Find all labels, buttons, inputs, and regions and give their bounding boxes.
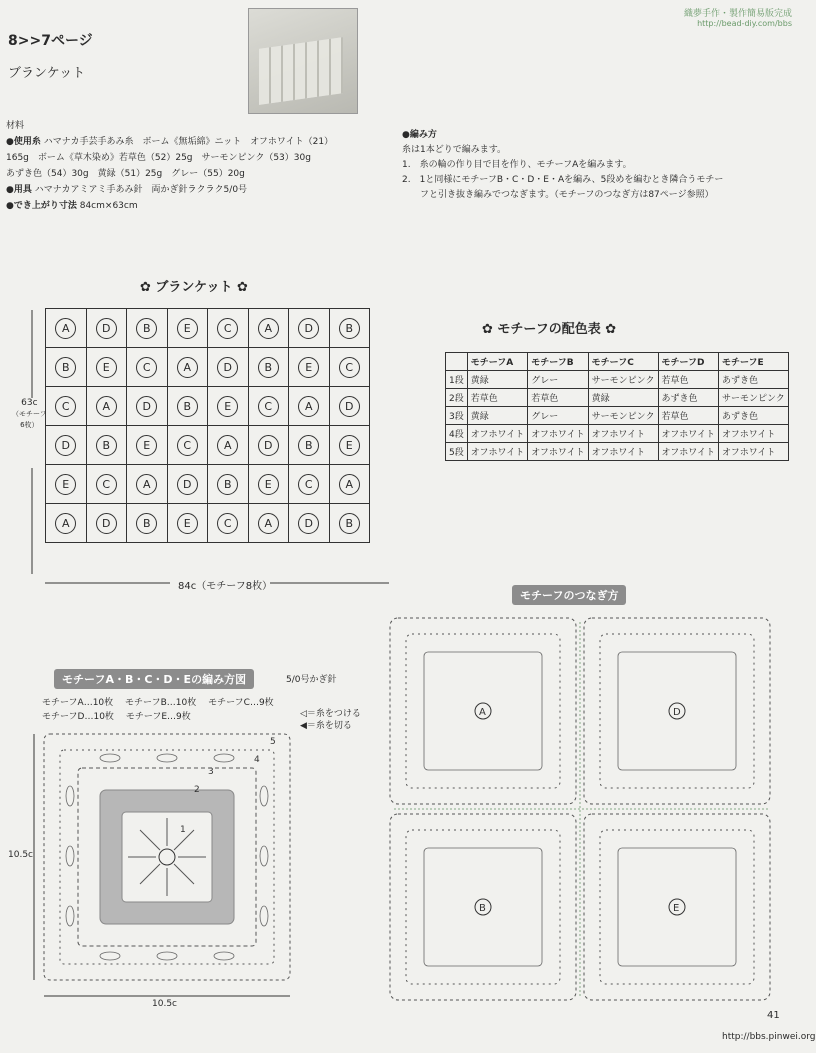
hook-size: 5/0号かぎ針: [286, 675, 337, 685]
grid-cell: [208, 465, 249, 504]
blanket-layout-grid: [45, 308, 370, 543]
grid-cell: [329, 309, 370, 348]
grid-row: [46, 348, 370, 387]
grid-cell: [46, 387, 87, 426]
count-e: モチーフE…9枚: [125, 712, 191, 722]
grid-cell: [289, 348, 330, 387]
height-dimension-line: [22, 308, 42, 576]
motif-letter: C: [339, 357, 360, 378]
motif-letter: E: [96, 357, 117, 378]
round-label: 5段: [446, 443, 468, 461]
color-table-header: モチーフE: [718, 353, 788, 371]
motif-letter: B: [339, 318, 360, 339]
color-cell: オフホワイト: [588, 425, 658, 443]
color-table-row: [446, 371, 789, 389]
round-label: 4段: [446, 425, 468, 443]
materials-heading: 材料: [6, 121, 25, 131]
grid-cell: [289, 426, 330, 465]
color-table-title: ✿ モチーフの配色表 ✿: [482, 322, 617, 337]
color-cell: オフホワイト: [528, 443, 588, 461]
grid-cell: [208, 504, 249, 543]
method-line1: 1. 糸の輪の作り目で目を作り、モチーフAを編みます。: [402, 160, 632, 170]
round-3: 3: [208, 767, 214, 777]
height-sub1: （モチーフ: [12, 410, 47, 418]
grid-cell: [329, 426, 370, 465]
color-cell: オフホワイト: [467, 425, 527, 443]
motif-letter: B: [298, 435, 319, 456]
color-table-row: [446, 389, 789, 407]
yarn-line2: 165g ボーム《草木染め》若草色（52）25g サーモンピンク（53）30g: [6, 153, 311, 163]
count-a: モチーフA…10枚: [42, 698, 114, 708]
count-b: モチーフB…10枚: [125, 698, 197, 708]
color-table-header: モチーフD: [658, 353, 718, 371]
motif-letter: B: [55, 357, 76, 378]
motif-letter: A: [298, 396, 319, 417]
grid-cell: [127, 465, 168, 504]
join-motif-b: B: [479, 903, 486, 914]
color-cell: 黄緑: [467, 407, 527, 425]
color-cell: サーモンピンク: [718, 389, 788, 407]
method-block: [402, 128, 723, 203]
color-cell: 若草色: [658, 371, 718, 389]
motif-crochet-chart: [30, 726, 300, 1016]
color-cell: オフホワイト: [718, 425, 788, 443]
motif-letter: E: [339, 435, 360, 456]
motif-letter: B: [136, 318, 157, 339]
color-cell: オフホワイト: [588, 443, 658, 461]
color-cell: オフホワイト: [718, 443, 788, 461]
grid-cell: [86, 309, 127, 348]
color-cell: 若草色: [467, 389, 527, 407]
grid-cell: [329, 348, 370, 387]
yarn-line1: ハマナカ手芸手あみ糸 ボーム《無垢綿》ニット オフホワイト（21）: [43, 137, 334, 147]
legend-cut: ◀＝糸を切る: [300, 721, 352, 731]
round-label: 2段: [446, 389, 468, 407]
grid-cell: [329, 387, 370, 426]
motif-letter: E: [298, 357, 319, 378]
grid-cell: [46, 426, 87, 465]
color-cell: オフホワイト: [658, 443, 718, 461]
color-cell: サーモンピンク: [588, 407, 658, 425]
blanket-photo: [248, 8, 358, 114]
color-cell: オフホワイト: [658, 425, 718, 443]
motif-letter: D: [177, 474, 198, 495]
motif-letter: C: [136, 357, 157, 378]
tools-label: ●用具: [6, 185, 32, 195]
color-table-header: モチーフA: [467, 353, 527, 371]
motif-letter: D: [96, 318, 117, 339]
grid-cell: [167, 504, 208, 543]
join-motif-e: E: [673, 903, 680, 914]
grid-cell: [167, 309, 208, 348]
motif-letter: E: [177, 513, 198, 534]
motif-letter: A: [258, 513, 279, 534]
motif-letter: B: [217, 474, 238, 495]
color-table-row: [446, 407, 789, 425]
color-table-header: モチーフC: [588, 353, 658, 371]
motif-letter: A: [55, 513, 76, 534]
yarn-label: ●使用糸: [6, 137, 41, 147]
motif-letter: D: [96, 513, 117, 534]
motif-letter: A: [136, 474, 157, 495]
count-c: モチーフC…9枚: [208, 698, 274, 708]
grid-cell: [248, 465, 289, 504]
motif-letter: C: [298, 474, 319, 495]
flower-icon: ✿: [600, 322, 617, 337]
round-label: 1段: [446, 371, 468, 389]
grid-row: [46, 309, 370, 348]
grid-cell: [167, 387, 208, 426]
grid-cell: [86, 426, 127, 465]
color-table: [445, 352, 789, 461]
width-label: 84c（モチーフ8枚）: [178, 581, 273, 592]
motif-letter: D: [55, 435, 76, 456]
height-sub2: 6枚）: [20, 421, 39, 429]
motif-letter: A: [217, 435, 238, 456]
motif-letter: D: [339, 396, 360, 417]
motif-letter: A: [177, 357, 198, 378]
grid-cell: [86, 504, 127, 543]
grid-cell: [46, 504, 87, 543]
height-label-block: [12, 398, 47, 431]
color-cell: オフホワイト: [528, 425, 588, 443]
size-text: 84cm×63cm: [79, 201, 138, 211]
motif-letter: C: [217, 318, 238, 339]
motif-letter: A: [258, 318, 279, 339]
count-d: モチーフD…10枚: [42, 712, 114, 722]
join-motif-d: D: [673, 707, 681, 718]
color-table-row: [446, 425, 789, 443]
height-label: 63c: [21, 398, 38, 408]
grid-cell: [329, 504, 370, 543]
motif-counts: [42, 696, 274, 724]
grid-cell: [127, 309, 168, 348]
motif-letter: B: [339, 513, 360, 534]
grid-cell: [208, 348, 249, 387]
grid-cell: [248, 426, 289, 465]
motif-letter: D: [258, 435, 279, 456]
motif-letter: A: [339, 474, 360, 495]
color-cell: 若草色: [658, 407, 718, 425]
motif-letter: C: [96, 474, 117, 495]
blanket-diagram-title: ✿ ブランケット ✿: [140, 280, 248, 295]
motif-letter: C: [258, 396, 279, 417]
join-crochet-chart: [384, 612, 778, 1012]
grid-row: [46, 426, 370, 465]
grid-cell: [86, 348, 127, 387]
grid-cell: [86, 465, 127, 504]
grid-cell: [127, 348, 168, 387]
motif-letter: B: [96, 435, 117, 456]
grid-cell: [289, 309, 330, 348]
yarn-line3: あずき色（54）30g 黄緑（51）25g グレー（55）20g: [6, 169, 245, 179]
grid-cell: [46, 465, 87, 504]
flower-icon: ✿: [482, 322, 498, 337]
color-cell: 若草色: [528, 389, 588, 407]
legend: [300, 708, 361, 732]
flower-icon: ✿: [232, 280, 248, 295]
tools-text: ハマナカアミアミ手あみ針 両かぎ針ラクラク5/0号: [34, 185, 248, 195]
motif-letter: D: [298, 513, 319, 534]
grid-cell: [289, 387, 330, 426]
motif-letter: C: [217, 513, 238, 534]
motif-letter: C: [55, 396, 76, 417]
grid-row: [46, 387, 370, 426]
motif-letter: E: [258, 474, 279, 495]
color-table-header: モチーフB: [528, 353, 588, 371]
color-cell: 黄緑: [588, 389, 658, 407]
grid-cell: [127, 504, 168, 543]
watermark-url: http://bead-diy.com/bbs: [697, 19, 792, 28]
page-title: ブランケット: [8, 66, 86, 81]
color-cell: グレー: [528, 371, 588, 389]
color-cell: 黄緑: [467, 371, 527, 389]
motif-letter: B: [258, 357, 279, 378]
grid-cell: [86, 387, 127, 426]
motif-letter: B: [177, 396, 198, 417]
color-table-row: [446, 443, 789, 461]
grid-cell: [208, 426, 249, 465]
grid-cell: [127, 426, 168, 465]
motif-letter: D: [217, 357, 238, 378]
dim-horizontal: 10.5c: [152, 999, 177, 1009]
grid-cell: [248, 387, 289, 426]
motif-letter: E: [136, 435, 157, 456]
size-label: ●でき上がり寸法: [6, 201, 77, 211]
method-heading: ●編み方: [402, 130, 437, 140]
footer-url: http://bbs.pinwei.org: [722, 1032, 816, 1042]
motif-letter: A: [55, 318, 76, 339]
color-table-header: [446, 353, 468, 371]
join-chart-title: モチーフのつなぎ方: [512, 585, 626, 605]
materials-block: [6, 118, 333, 214]
grid-cell: [167, 348, 208, 387]
grid-cell: [289, 504, 330, 543]
grid-cell: [248, 348, 289, 387]
method-line0: 糸は1本どりで編みます。: [402, 145, 507, 155]
grid-cell: [46, 348, 87, 387]
grid-cell: [167, 426, 208, 465]
flower-icon: ✿: [140, 280, 156, 295]
page-ref: 8>>7ページ: [8, 33, 93, 49]
color-cell: グレー: [528, 407, 588, 425]
motif-letter: B: [136, 513, 157, 534]
motif-letter: D: [298, 318, 319, 339]
motif-letter: D: [136, 396, 157, 417]
round-4: 4: [254, 755, 260, 765]
legend-attach: ◁＝糸をつける: [300, 709, 361, 719]
color-cell: あずき色: [718, 407, 788, 425]
motif-letter: A: [96, 396, 117, 417]
page-number: 41: [767, 1010, 780, 1021]
grid-cell: [248, 504, 289, 543]
grid-cell: [289, 465, 330, 504]
grid-cell: [46, 309, 87, 348]
motif-letter: C: [177, 435, 198, 456]
round-2: 2: [194, 785, 200, 795]
method-line3: フと引き抜き編みでつなぎます。（モチーフのつなぎ方は87ページ参照）: [420, 190, 714, 200]
color-cell: あずき色: [718, 371, 788, 389]
grid-cell: [167, 465, 208, 504]
motif-letter: E: [55, 474, 76, 495]
grid-cell: [329, 465, 370, 504]
grid-cell: [208, 387, 249, 426]
color-cell: サーモンピンク: [588, 371, 658, 389]
grid-row: [46, 504, 370, 543]
grid-cell: [248, 309, 289, 348]
round-label: 3段: [446, 407, 468, 425]
method-line2: 2. 1と同様にモチーフB・C・D・E・Aを編み、5段めを編むとき隣合うモチー: [402, 175, 724, 185]
round-1: 1: [180, 825, 186, 835]
watermark-title: 織夢手作・製作簡易版完成: [683, 9, 792, 19]
color-cell: オフホワイト: [467, 443, 527, 461]
grid-row: [46, 465, 370, 504]
grid-cell: [208, 309, 249, 348]
motif-letter: E: [177, 318, 198, 339]
motif-chart-title: モチーフA・B・C・D・Eの編み方図: [54, 669, 254, 689]
grid-cell: [127, 387, 168, 426]
round-5: 5: [270, 737, 276, 747]
dim-vertical: 10.5c: [8, 850, 33, 860]
motif-letter: E: [217, 396, 238, 417]
color-cell: あずき色: [658, 389, 718, 407]
join-motif-a: A: [479, 707, 486, 718]
